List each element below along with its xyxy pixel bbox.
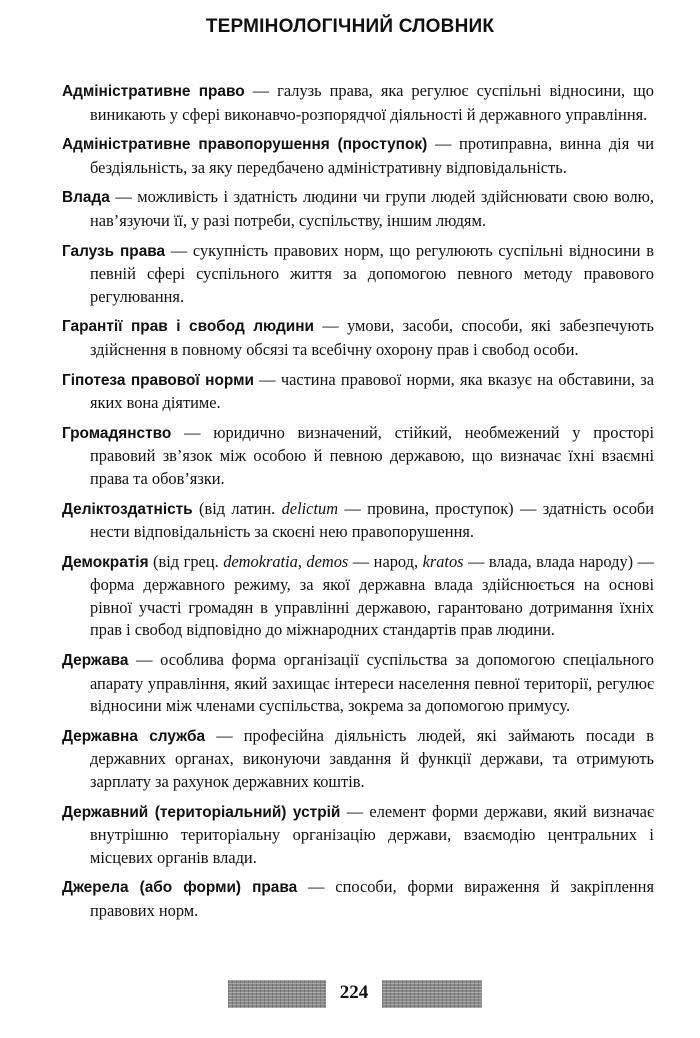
entry-term: Джерела (або форми) права bbox=[62, 879, 298, 897]
entry-definition: — способи, форми вираження й закріплення правових норм. bbox=[90, 877, 654, 920]
glossary-entry bbox=[62, 498, 654, 544]
entry-term: Державна служба bbox=[62, 727, 206, 745]
entry-term: Адміністративне право bbox=[62, 83, 245, 100]
glossary-entry bbox=[62, 551, 654, 642]
glossary-entry bbox=[62, 649, 654, 718]
footer-decorative-bar-left bbox=[228, 980, 326, 1008]
entry-term: Галузь права bbox=[62, 242, 166, 260]
entry-definition: — елемент форми держави, який визначає внутрішню територіальну організацію держави, взаємодію центральних і місцевих органів влади. bbox=[90, 801, 654, 867]
glossary-entry bbox=[62, 315, 654, 361]
page-number: 224 bbox=[339, 982, 369, 1003]
entry-term: Гарантії прав і свобод людини bbox=[62, 318, 314, 336]
entry-term: Адміністративне правопорушення (проступок) bbox=[62, 136, 428, 154]
entry-definition-pre: (від латин. bbox=[192, 498, 282, 518]
entry-greek-words: demokratia, demos bbox=[223, 551, 349, 571]
entry-term: Деліктоздатність bbox=[62, 500, 193, 518]
entry-definition: — галузь права, яка регулює суспільні відносини, що виникають у сфері виконавчо-розпорядчої діяльності й державного управління. bbox=[90, 81, 655, 124]
glossary-entry bbox=[62, 876, 654, 922]
page-footer bbox=[0, 976, 700, 1012]
glossary-entry bbox=[62, 422, 654, 491]
glossary-entries bbox=[62, 80, 654, 930]
entry-definition-mid: — народ, bbox=[348, 551, 423, 571]
entry-definition: — умови, засоби, способи, які забезпечують здійснення в повному обсязі та всебічну охорону прав і свобод особи. bbox=[90, 316, 654, 359]
entry-definition: — особлива форма організації суспільства за допомогою спеціального апарату управління, який захищає інтереси населення певної території, регулює відносини між членами суспільства, зокрема за допомогою примусу. bbox=[90, 650, 654, 716]
entry-definition: — професійна діяльність людей, які займають посади в державних органах, виконуючи завдання й функції держави, та отримують зарплату за рахунок державних коштів. bbox=[90, 725, 654, 792]
entry-definition: — частина правової норми, яка вказує на обставини, за яких вона діятиме. bbox=[90, 369, 654, 413]
entry-definition: — можливість і здатність людини чи групи людей здійснювати свою волю, нав’язуючи її, у разі потреби, суспільству, іншим людям. bbox=[90, 187, 654, 230]
glossary-entry bbox=[62, 133, 654, 179]
glossary-entry bbox=[62, 80, 654, 126]
entry-definition-post: — провина, проступок) — здатність особи нести відповідальність за скоєні нею правопорушення. bbox=[90, 498, 654, 542]
entry-definition: — протиправна, винна дія чи бездіяльність, за яку передбачено адміністративну відповідальність. bbox=[90, 134, 654, 177]
glossary-entry bbox=[62, 801, 654, 870]
page-title: ТЕРМІНОЛОГІЧНИЙ СЛОВНИК bbox=[205, 16, 495, 37]
entry-term: Влада bbox=[62, 189, 110, 207]
entry-term: Громадянство bbox=[62, 424, 172, 442]
entry-term: Гіпотеза правової норми bbox=[62, 371, 254, 389]
entry-latin-word: delictum bbox=[281, 498, 339, 518]
entry-definition-post: — влада, влада народу) — форма державного режиму, за якої державна влада здійснюється на основі рівної участі громадян в управлінні державою, гарантовано дотримання їхніх прав і свобод відповідно до міжнародних стандартів прав людини. bbox=[90, 551, 654, 640]
entry-greek-word: kratos bbox=[422, 551, 464, 571]
entry-term: Демократія bbox=[62, 553, 149, 571]
entry-term: Держава bbox=[62, 652, 129, 670]
entry-definition: — сукупність правових норм, що регулюють суспільні відносини в певній сфері суспільного життя за допомогою певного методу правового регулювання. bbox=[90, 240, 654, 306]
glossary-entry bbox=[62, 186, 654, 232]
entry-definition: — юридично визначений, стійкий, необмежений у просторі правовий зв’язок між особою й певною державою, що визначає їхні взаємні права та обов’язки. bbox=[90, 422, 654, 488]
entry-definition-pre: (від грец. bbox=[148, 551, 224, 571]
glossary-entry bbox=[62, 725, 654, 794]
entry-term: Державний (територіальний) устрій bbox=[62, 803, 341, 821]
glossary-entry bbox=[62, 240, 654, 309]
footer-decorative-bar-right bbox=[382, 980, 482, 1008]
glossary-entry bbox=[62, 369, 654, 415]
